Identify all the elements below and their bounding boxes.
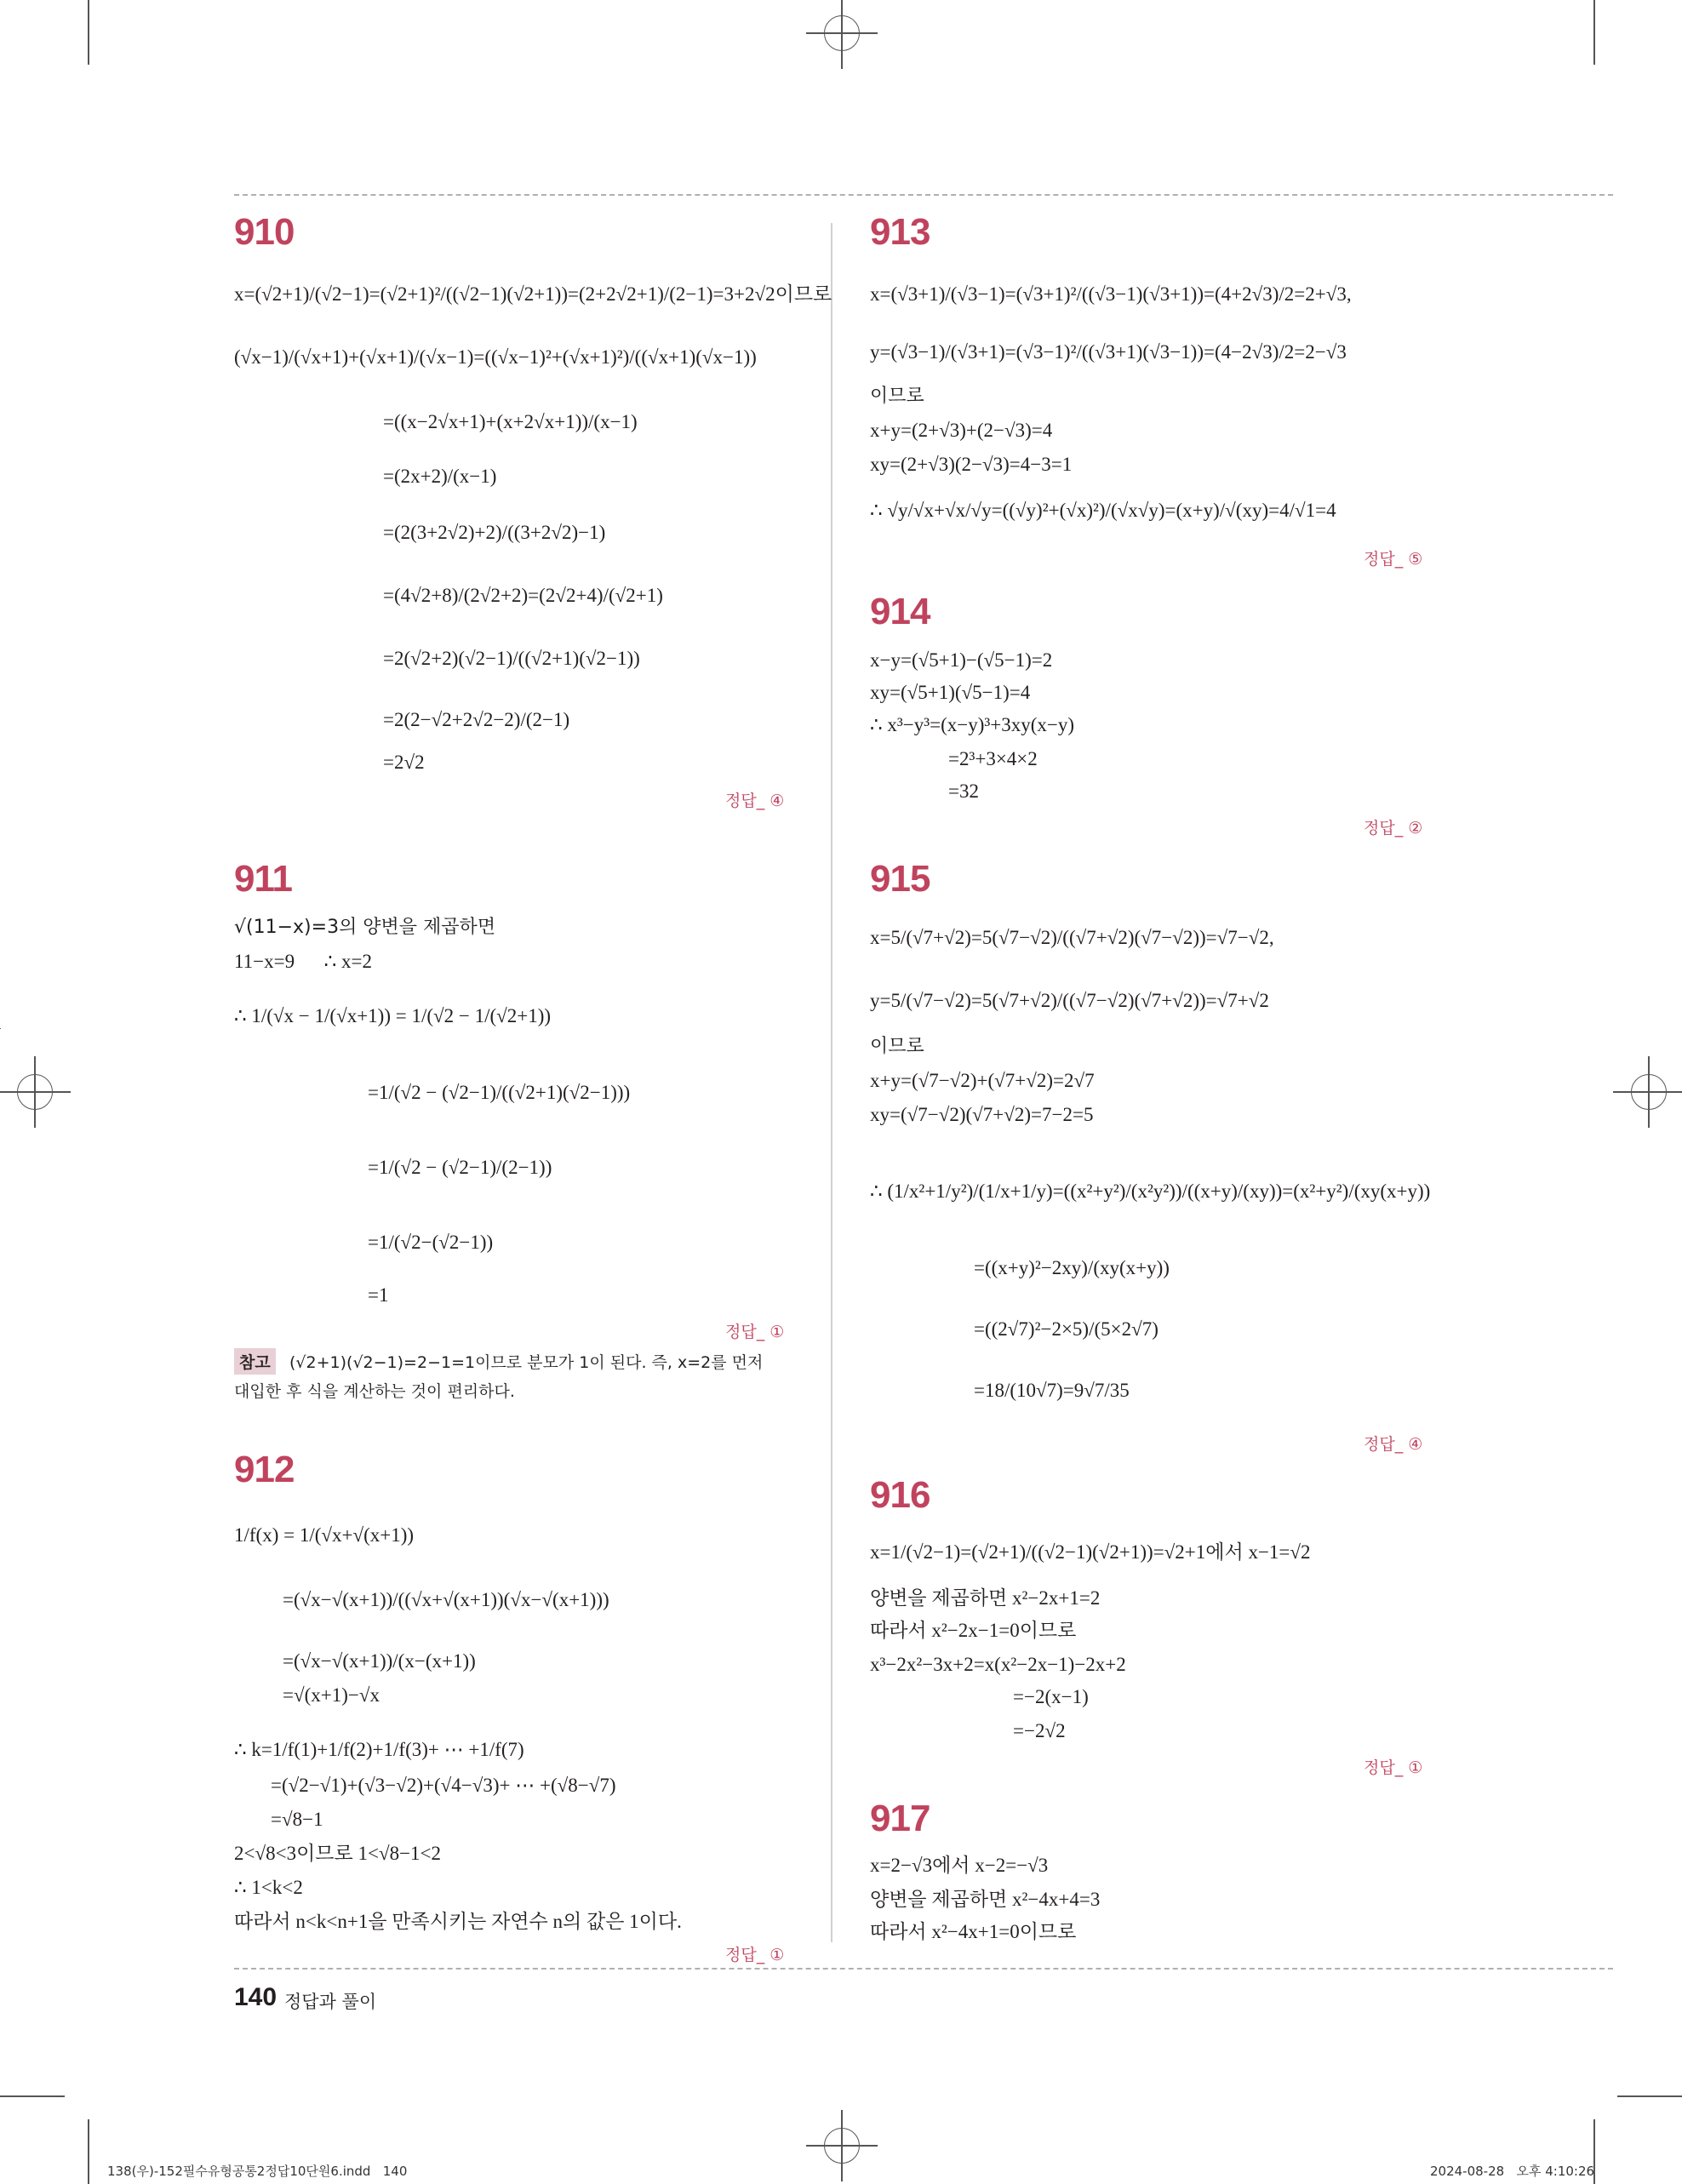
solution-line: =(√x−√(x+1))/((√x+√(x+1))(√x−√(x+1))): [283, 1589, 609, 1610]
answer-label: 정답_ ②: [1364, 819, 1423, 838]
problem-number: 912: [234, 1449, 295, 1490]
solution-line: x+y=(2+√3)+(2−√3)=4: [870, 420, 1053, 441]
top-divider: [234, 194, 1613, 196]
solution-line: 이므로: [870, 386, 924, 407]
registration-mark: [1631, 1074, 1667, 1110]
solution-line: =√(x+1)−√x: [283, 1684, 380, 1706]
solution-line: x=(√3+1)/(√3−1)=(√3+1)²/((√3−1)(√3+1))=(4+2√3)/2=2+√3,: [870, 283, 1352, 305]
solution-line: =((2√7)²−2×5)/(5×2√7): [974, 1318, 1159, 1340]
answer-label: 정답_ ⑤: [1364, 550, 1423, 569]
solution-line: √(11−x)=3의 양변을 제곱하면: [234, 917, 496, 938]
crop-mark: [0, 2095, 65, 2097]
answer-label: 정답_ ④: [1364, 1435, 1423, 1454]
solution-line: 2<√8<3이므로 1<√8−1<2: [234, 1843, 442, 1864]
solution-line: =2√2: [383, 752, 425, 773]
solution-line: x=1/(√2−1)=(√2+1)/((√2−1)(√2+1))=√2+1에서 x−1=√2: [870, 1541, 1311, 1563]
solution-line: ∴ √y/√x+√x/√y=((√y)²+(√x)²)/(√x√y)=(x+y)/√(xy)=4/√1=4: [870, 500, 1336, 521]
problem-number: 914: [870, 591, 930, 632]
solution-line: =2(2−√2+2√2−2)/(2−1): [383, 709, 570, 730]
solution-line: xy=(2+√3)(2−√3)=4−3=1: [870, 454, 1073, 475]
solution-line: =2³+3×4×2: [948, 748, 1038, 769]
solution-line: 11−x=9 ∴ x=2: [234, 951, 372, 972]
registration-mark: [824, 2128, 860, 2164]
answer-label: 정답_ ④: [725, 792, 785, 810]
answer-label: 정답_ ①: [725, 1323, 785, 1341]
solution-line: 따라서 n<k<n+1을 만족시키는 자연수 n의 값은 1이다.: [234, 1911, 682, 1932]
solution-line: x=(√2+1)/(√2−1)=(√2+1)²/((√2−1)(√2+1))=(2+2√2+1)/(2−1)=3+2√2이므로: [234, 283, 832, 305]
solution-line: =(√2−√1)+(√3−√2)+(√4−√3)+ ⋯ +(√8−√7): [271, 1775, 616, 1796]
slug-timestamp: 2024-08-28 오후 4:10:26: [1430, 2164, 1595, 2179]
registration-mark: [17, 1074, 53, 1110]
solution-line: 따라서 x²−2x−1=0이므로: [870, 1620, 1077, 1641]
crop-mark: [88, 2119, 89, 2184]
solution-line: =−2√2: [1013, 1720, 1066, 1741]
solution-line: =1/(√2 − (√2−1)/((√2+1)(√2−1))): [368, 1082, 631, 1103]
note-label: 참고: [234, 1348, 276, 1375]
solution-line: ∴ 1/(√x − 1/(√x+1)) = 1/(√2 − 1/(√2+1)): [234, 1005, 552, 1026]
note-text: 대입한 후 식을 계산하는 것이 편리하다.: [234, 1382, 515, 1401]
problem-number: 911: [234, 858, 292, 900]
registration-mark: [824, 15, 860, 51]
solution-line: ∴ x³−y³=(x−y)³+3xy(x−y): [870, 714, 1075, 735]
solution-line: x=2−√3에서 x−2=−√3: [870, 1855, 1049, 1876]
answer-label: 정답_ ①: [1364, 1758, 1423, 1777]
solution-line: x³−2x²−3x+2=x(x²−2x−1)−2x+2: [870, 1654, 1126, 1675]
crop-mark: [1593, 0, 1595, 65]
solution-line: =((x−2√x+1)+(x+2√x+1))/(x−1): [383, 411, 638, 432]
solution-line: =1/(√2 − (√2−1)/(2−1)): [368, 1157, 552, 1178]
crop-mark: [1617, 2095, 1682, 2097]
solution-line: y=5/(√7−√2)=5(√7+√2)/((√7−√2)(√7+√2))=√7+√2: [870, 990, 1269, 1011]
solution-line: 1/f(x) = 1/(√x+√(x+1)): [234, 1524, 415, 1546]
solution-line: x=5/(√7+√2)=5(√7−√2)/((√7+√2)(√7−√2))=√7−√2,: [870, 927, 1274, 948]
solution-line: =((x+y)²−2xy)/(xy(x+y)): [974, 1257, 1170, 1278]
solution-line: =18/(10√7)=9√7/35: [974, 1380, 1130, 1401]
solution-line: =(√x−√(x+1))/(x−(x+1)): [283, 1650, 476, 1672]
problem-number: 910: [234, 211, 295, 253]
solution-line: 양변을 제곱하면 x²−2x+1=2: [870, 1587, 1101, 1609]
solution-line: ∴ k=1/f(1)+1/f(2)+1/f(3)+ ⋯ +1/f(7): [234, 1739, 524, 1760]
crop-mark: [88, 0, 89, 65]
bottom-divider: [234, 1968, 1613, 1970]
solution-line: y=(√3−1)/(√3+1)=(√3−1)²/((√3+1)(√3−1))=(4−2√3)/2=2−√3: [870, 341, 1347, 363]
solution-line: x−y=(√5+1)−(√5−1)=2: [870, 649, 1053, 671]
solution-line: =1: [368, 1284, 389, 1306]
solution-line: =−2(x−1): [1013, 1686, 1089, 1707]
solution-line: =32: [948, 780, 979, 802]
solution-line: 따라서 x²−4x+1=0이므로: [870, 1921, 1077, 1942]
note-text: (√2+1)(√2−1)=2−1=1이므로 분모가 1이 된다. 즉, x=2를 먼저: [289, 1353, 764, 1372]
solution-line: =1/(√2−(√2−1)): [368, 1232, 494, 1253]
solution-line: 양변을 제곱하면 x²−4x+4=3: [870, 1889, 1101, 1910]
solution-line: xy=(√7−√2)(√7+√2)=7−2=5: [870, 1104, 1094, 1125]
solution-line: =√8−1: [271, 1809, 323, 1830]
section-title: 정답과 풀이: [284, 1992, 377, 2012]
column-divider: [831, 223, 832, 1942]
solution-line: =(2(3+2√2)+2)/((3+2√2)−1): [383, 522, 606, 543]
solution-line: (√x−1)/(√x+1)+(√x+1)/(√x−1)=((√x−1)²+(√x+1)²)/((√x+1)(√x−1)): [234, 346, 757, 368]
problem-number: 917: [870, 1798, 930, 1839]
solution-line: =(2x+2)/(x−1): [383, 466, 497, 487]
solution-line: ∴ (1/x²+1/y²)/(1/x+1/y)=((x²+y²)/(x²y²))/((x+y)/(xy))=(x²+y²)/(xy(x+y)): [870, 1181, 1431, 1202]
solution-line: =2(√2+2)(√2−1)/((√2+1)(√2−1)): [383, 648, 640, 669]
solution-line: x+y=(√7−√2)+(√7+√2)=2√7: [870, 1070, 1095, 1091]
solution-line: 이므로: [870, 1036, 924, 1057]
problem-number: 913: [870, 211, 930, 253]
slug-file: 138(우)-152필수유형공통2정답10단원6.indd 140: [107, 2164, 408, 2179]
crop-mark: [0, 1028, 1, 1029]
problem-number: 916: [870, 1474, 930, 1516]
page-number: 140: [234, 1983, 277, 2011]
problem-number: 915: [870, 858, 930, 900]
answer-label: 정답_ ①: [725, 1946, 785, 1964]
solution-line: ∴ 1<k<2: [234, 1877, 303, 1898]
solution-line: xy=(√5+1)(√5−1)=4: [870, 682, 1031, 703]
solution-line: =(4√2+8)/(2√2+2)=(2√2+4)/(√2+1): [383, 585, 663, 606]
